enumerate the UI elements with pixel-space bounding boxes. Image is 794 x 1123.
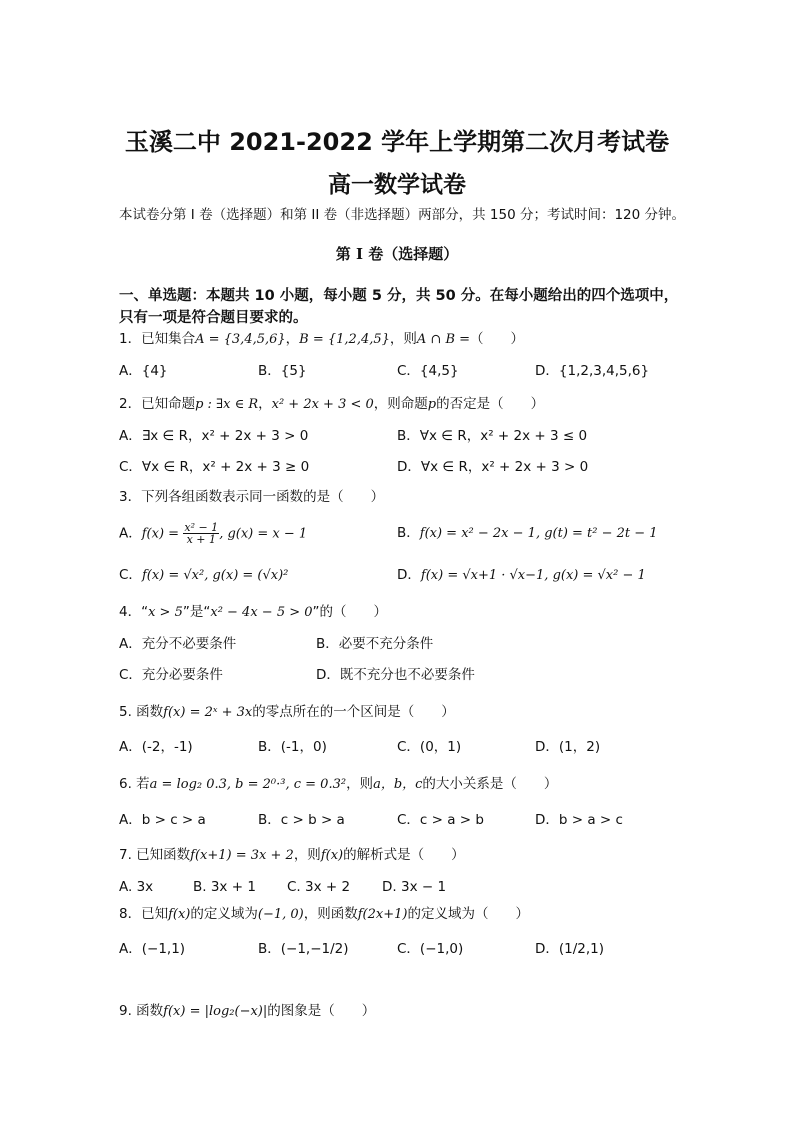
fraction: $\frac{\text{x² − 1}}{x + 1}$ <box>184 521 219 546</box>
question-1-option-a: A．{4} <box>119 363 168 379</box>
question-3-option-c: C．f(x) = √x², g(x) = (√x)² <box>119 567 289 583</box>
question-7-stem: 7. 已知函数f(x+1) = 3x + 2，则f(x)的解析式是（ ） <box>119 847 465 863</box>
question-2-stem: 2．已知命题p : ∃x ∈ R，x² + 2x + 3 < 0，则命题p的否定是（ ） <box>119 396 545 412</box>
question-4-option-d: D．既不充分也不必要条件 <box>316 667 475 683</box>
question-3-option-a: A．f(x) = $\frac{\text{x² − 1}}{x + 1}$ , g(x) = x − 1 <box>119 521 308 546</box>
question-8-option-c: C．(−1,0) <box>397 941 464 957</box>
question-6-option-a: A．b > c > a <box>119 812 206 828</box>
question-8-option-a: A．(−1,1) <box>119 941 186 957</box>
question-2-option-a: A．∃x ∈ R，x² + 2x + 3 > 0 <box>119 428 309 444</box>
exam-subtitle: 高一数学试卷 <box>328 172 466 198</box>
question-4-option-c: C．充分必要条件 <box>119 667 223 683</box>
question-1-option-d: D．{1,2,3,4,5,6} <box>535 363 650 379</box>
question-4-option-a: A．充分不必要条件 <box>119 636 237 652</box>
question-1-stem: 1．已知集合A = {3,4,5,6}，B = {1,2,4,5}，则A ∩ B =（ ） <box>119 331 525 347</box>
question-9-stem: 9. 函数f(x) = |log₂(−x)|的图象是（ ） <box>119 1003 376 1019</box>
question-7-option-d: D. 3x − 1 <box>382 879 447 895</box>
question-4-stem: 4．“x > 5”是“x² − 4x − 5 > 0”的（ ） <box>119 604 388 620</box>
question-8-option-b: B．(−1,−1/2) <box>258 941 349 957</box>
question-1-option-b: B．{5} <box>258 363 307 379</box>
exam-intro: 本试卷分第 I 卷（选择题）和第 II 卷（非选择题）两部分，共 150 分；考试时间：120 分钟。 <box>119 207 686 223</box>
question-1-option-c: C．{4,5} <box>397 363 459 379</box>
question-2-option-d: D．∀x ∈ R，x² + 2x + 3 > 0 <box>397 459 589 475</box>
question-7-option-c: C. 3x + 2 <box>287 879 351 895</box>
question-3-option-d: D．f(x) = √x+1 · √x−1, g(x) = √x² − 1 <box>397 567 646 583</box>
question-5-option-b: B．(-1，0) <box>258 739 327 755</box>
question-5-option-d: D．(1，2) <box>535 739 601 755</box>
section-instruction: 一、单选题：本题共 10 小题，每小题 5 分，共 50 分。在每小题给出的四个选项中，只有一项是符合题目要求的。 <box>119 288 679 326</box>
question-7-option-a: A. 3x <box>119 879 154 895</box>
question-5-option-c: C．(0，1) <box>397 739 462 755</box>
question-5-option-a: A．(-2，-1) <box>119 739 193 755</box>
question-6-option-b: B．c > b > a <box>258 812 345 828</box>
question-6-option-c: C．c > a > b <box>397 812 484 828</box>
question-8-stem: 8．已知f(x)的定义域为(−1, 0)，则函数f(2x+1)的定义域为（ ） <box>119 906 529 922</box>
question-6-stem: 6. 若a = log₂ 0.3, b = 2⁰·³, c = 0.3²，则a，b，c的大小关系是（ ） <box>119 776 558 792</box>
question-4-option-b: B．必要不充分条件 <box>316 636 434 652</box>
question-2-option-c: C．∀x ∈ R，x² + 2x + 3 ≥ 0 <box>119 459 310 475</box>
question-2-option-b: B．∀x ∈ R，x² + 2x + 3 ≤ 0 <box>397 428 588 444</box>
question-5-stem: 5. 函数f(x) = 2ˣ + 3x的零点所在的一个区间是（ ） <box>119 704 455 720</box>
question-3-stem: 3．下列各组函数表示同一函数的是（ ） <box>119 489 385 505</box>
question-7-option-b: B. 3x + 1 <box>193 879 256 895</box>
question-8-option-d: D．(1/2,1) <box>535 941 605 957</box>
question-3-option-b: B．f(x) = x² − 2x − 1, g(t) = t² − 2t − 1 <box>397 525 658 541</box>
section-title: 第 I 卷（选择题） <box>335 245 459 263</box>
exam-title: 玉溪二中 2021-2022 学年上学期第二次月考试卷 <box>124 128 670 156</box>
question-6-option-d: D．b > a > c <box>535 812 623 828</box>
